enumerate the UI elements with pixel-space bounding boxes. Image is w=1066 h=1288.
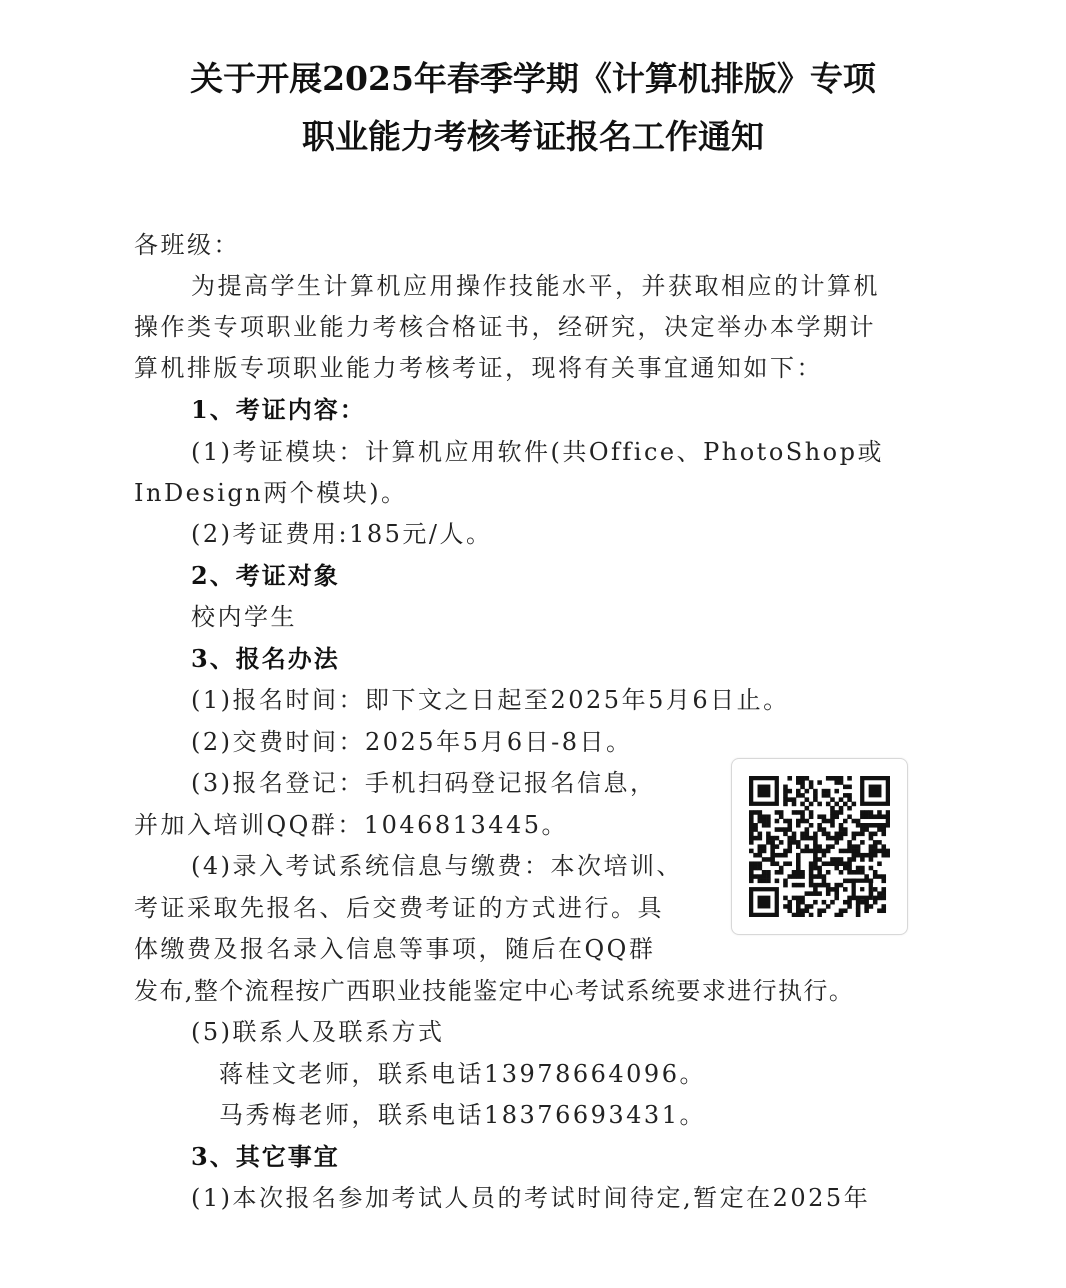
section-3-item-4-line-2: 考证采取先报名、后交费考证的方式进行。具 — [134, 894, 664, 922]
section-1-item-1-line-2: InDesign两个模块)。 — [134, 479, 408, 507]
contact-2: 马秀梅老师，联系电话18376693431。 — [219, 1101, 706, 1129]
section-3-item-2: (2)交费时间：2025年5月6日-8日。 — [191, 728, 633, 756]
section-1-heading: 1、考证内容： — [191, 395, 366, 424]
greeting: 各班级： — [134, 231, 240, 259]
section-3-item-3-line-1: (3)报名登记：手机扫码登记报名信息， — [191, 769, 657, 797]
qr-code-icon — [749, 776, 890, 917]
section-4-heading: 3、其它事宜 — [191, 1142, 340, 1171]
contact-1: 蒋桂文老师，联系电话13978664096。 — [219, 1060, 706, 1088]
intro-line-1: 为提高学生计算机应用操作技能水平，并获取相应的计算机 — [191, 272, 880, 300]
section-3-item-4-line-1: (4)录入考试系统信息与缴费：本次培训、 — [191, 852, 683, 880]
section-3-item-4-line-3: 体缴费及报名录入信息等事项，随后在QQ群 — [134, 935, 656, 963]
section-1-item-1-line-1: (1)考证模块：计算机应用软件(共Office、PhotoShop或 — [191, 438, 884, 466]
section-2-heading: 2、考证对象 — [191, 561, 340, 590]
section-3-item-3-line-2: 并加入培训QQ群：1046813445。 — [134, 811, 569, 839]
section-3-item-1: (1)报名时间：即下文之日起至2025年5月6日止。 — [191, 686, 790, 714]
intro-line-3: 算机排版专项职业能力考核考证，现将有关事宜通知如下： — [134, 354, 823, 382]
qr-code-card[interactable] — [731, 758, 908, 935]
section-3-item-4-line-4: 发布,整个流程按广西职业技能鉴定中心考试系统要求进行执行。 — [134, 977, 855, 1005]
intro-line-2: 操作类专项职业能力考核合格证书，经研究，决定举办本学期计 — [134, 313, 876, 341]
section-3-item-5: (5)联系人及联系方式 — [191, 1018, 445, 1046]
section-4-item-1: (1)本次报名参加考试人员的考试时间待定,暂定在2025年 — [191, 1184, 871, 1212]
notice-title-line-2: 职业能力考核考证报名工作通知 — [302, 117, 764, 156]
notice-title-line-1: 关于开展2025年春季学期《计算机排版》专项 — [190, 59, 876, 98]
section-2-body: 校内学生 — [191, 603, 297, 631]
section-1-item-2: (2)考证费用:185元/人。 — [191, 520, 493, 548]
section-3-heading: 3、报名办法 — [191, 644, 340, 673]
